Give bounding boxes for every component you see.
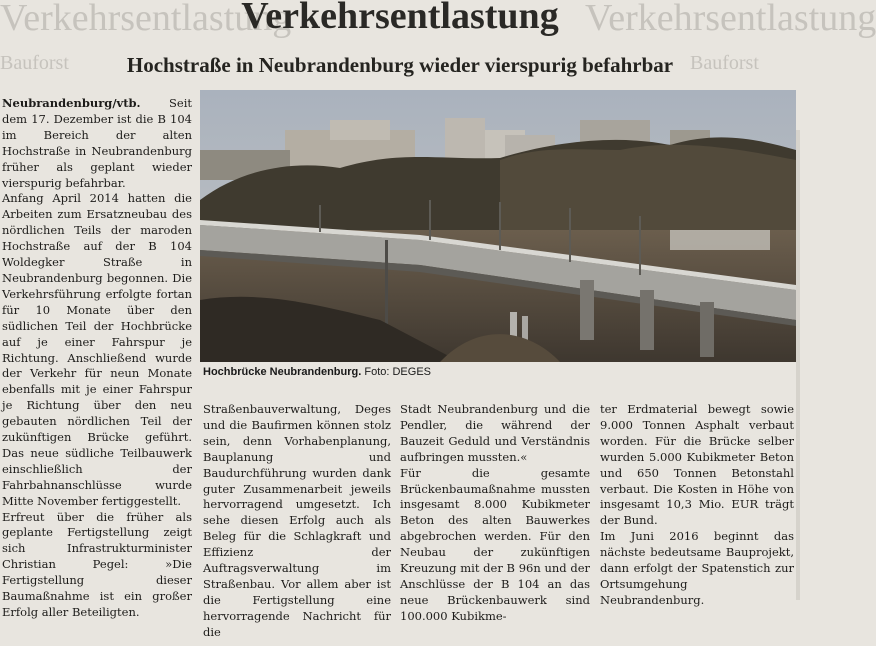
subheadline: Hochstraße in Neubrandenburg wieder vierspurig befahrbar: [126, 53, 674, 77]
bridge-photo-illustration: [200, 90, 796, 362]
article-paragraph: Stadt Neubrandenburg und die Pendler, die während der Bauzeit Geduld und Verständnis aufbringen mussten.«: [400, 402, 590, 464]
bridge-photo: [200, 90, 796, 362]
article-paragraph: ter Erdmaterial bewegt sowie 9.000 Tonnen Asphalt verbaut worden. Für die Brücke selber wurden 5.000 Kubikmeter Beton und 650 Tonnen Betonstahl verbaut. Die Kosten in Höhe von insgesamt 10,3 Mio. EUR trägt der Bund.: [600, 402, 794, 528]
article-paragraph: Erfreut über die früher als geplante Fertigstellung zeigt sich Infrastrukturminister Christian Pegel: »Die Fertigstellung dieser Baumaßnahme ist ein großer Erfolg aller Beteiligten.: [2, 509, 192, 619]
dateline: Neubrandenburg/vtb.: [2, 96, 141, 110]
article-column-2: [203, 402, 391, 641]
article-column-1: [2, 96, 192, 621]
caption-title: Hochbrücke Neubrandenburg.: [203, 366, 362, 378]
photo-caption: [203, 366, 793, 378]
caption-credit: Foto: DEGES: [364, 366, 431, 378]
article-column-3: [400, 402, 590, 625]
paragraph-text: Seit dem 17. Dezember ist die B 104 im Bereich der alten Hochstraße in Neubrandenburg früher als geplant wieder vierspurig befahrbar.: [2, 96, 192, 190]
article-paragraph: Im Juni 2016 beginnt das nächste bedeutsame Bauprojekt, dann erfolgt der Spatenstich zur Ortsumgehung Neubrandenburg.: [600, 529, 794, 607]
article-paragraph: Für die gesamte Brückenbaumaßnahme mussten insgesamt 8.000 Kubikmeter Beton des alten Bauwerkes abgebrochen werden. Für den Neubau der zukünftigen Kreuzung mit der B 96n und der Anschlüsse der B 104 an das neue Brückenbauwerk sind 100.000 Kubikme-: [400, 465, 590, 623]
bleed-through-subhead-left: Bauforst: [0, 52, 69, 74]
page-edge-shadow: [796, 130, 800, 600]
article-paragraph: Straßenbauverwaltung, Deges und die Baufirmen können stolz sein, denn Vorhabenplanung, Bauplanung und Baudurchführung wurden dank guter Zusammenarbeit jeweils hervorragend umgesetzt. Ich sehe diesen Erfolg auch als Beleg für die Schlagkraft und Effizienz der Auftragsverwaltung im Straßenbau. Vor allem aber ist die Fertigstellung eine hervorragende Nachricht für die: [203, 402, 391, 639]
article-paragraph: [2, 96, 192, 191]
article-column-4: [600, 402, 794, 609]
bleed-through-headline-left: Verkehrsentlastung: [0, 0, 292, 39]
bleed-through-subhead-right: Bauforst: [690, 52, 759, 74]
article-paragraph: Anfang April 2014 hatten die Arbeiten zum Ersatzneubau des nördlichen Teils der maroden Hochstraße auf der B 104 Woldegker Straße in Neubrandenburg begonnen. Die Verkehrsführung erfolgte fortan für 10 Monate über den südlichen Teil der Hochbrücke auf je einer Fahrspur je Richtung. Anschließend wurde der Verkehr für neun Monate ebenfalls mit je einer Fahrspur je Richtung über den neu gebauten nördlichen Teil der zukünftigen Brücke geführt. Das neue südliche Teilbauwerk einschließlich der Fahrbahnanschlüsse wurde Mitte November fertiggestellt.: [2, 191, 192, 508]
headline: Verkehrsentlastung: [241, 0, 559, 37]
bleed-through-headline-right: Verkehrsentlastung: [585, 0, 876, 39]
